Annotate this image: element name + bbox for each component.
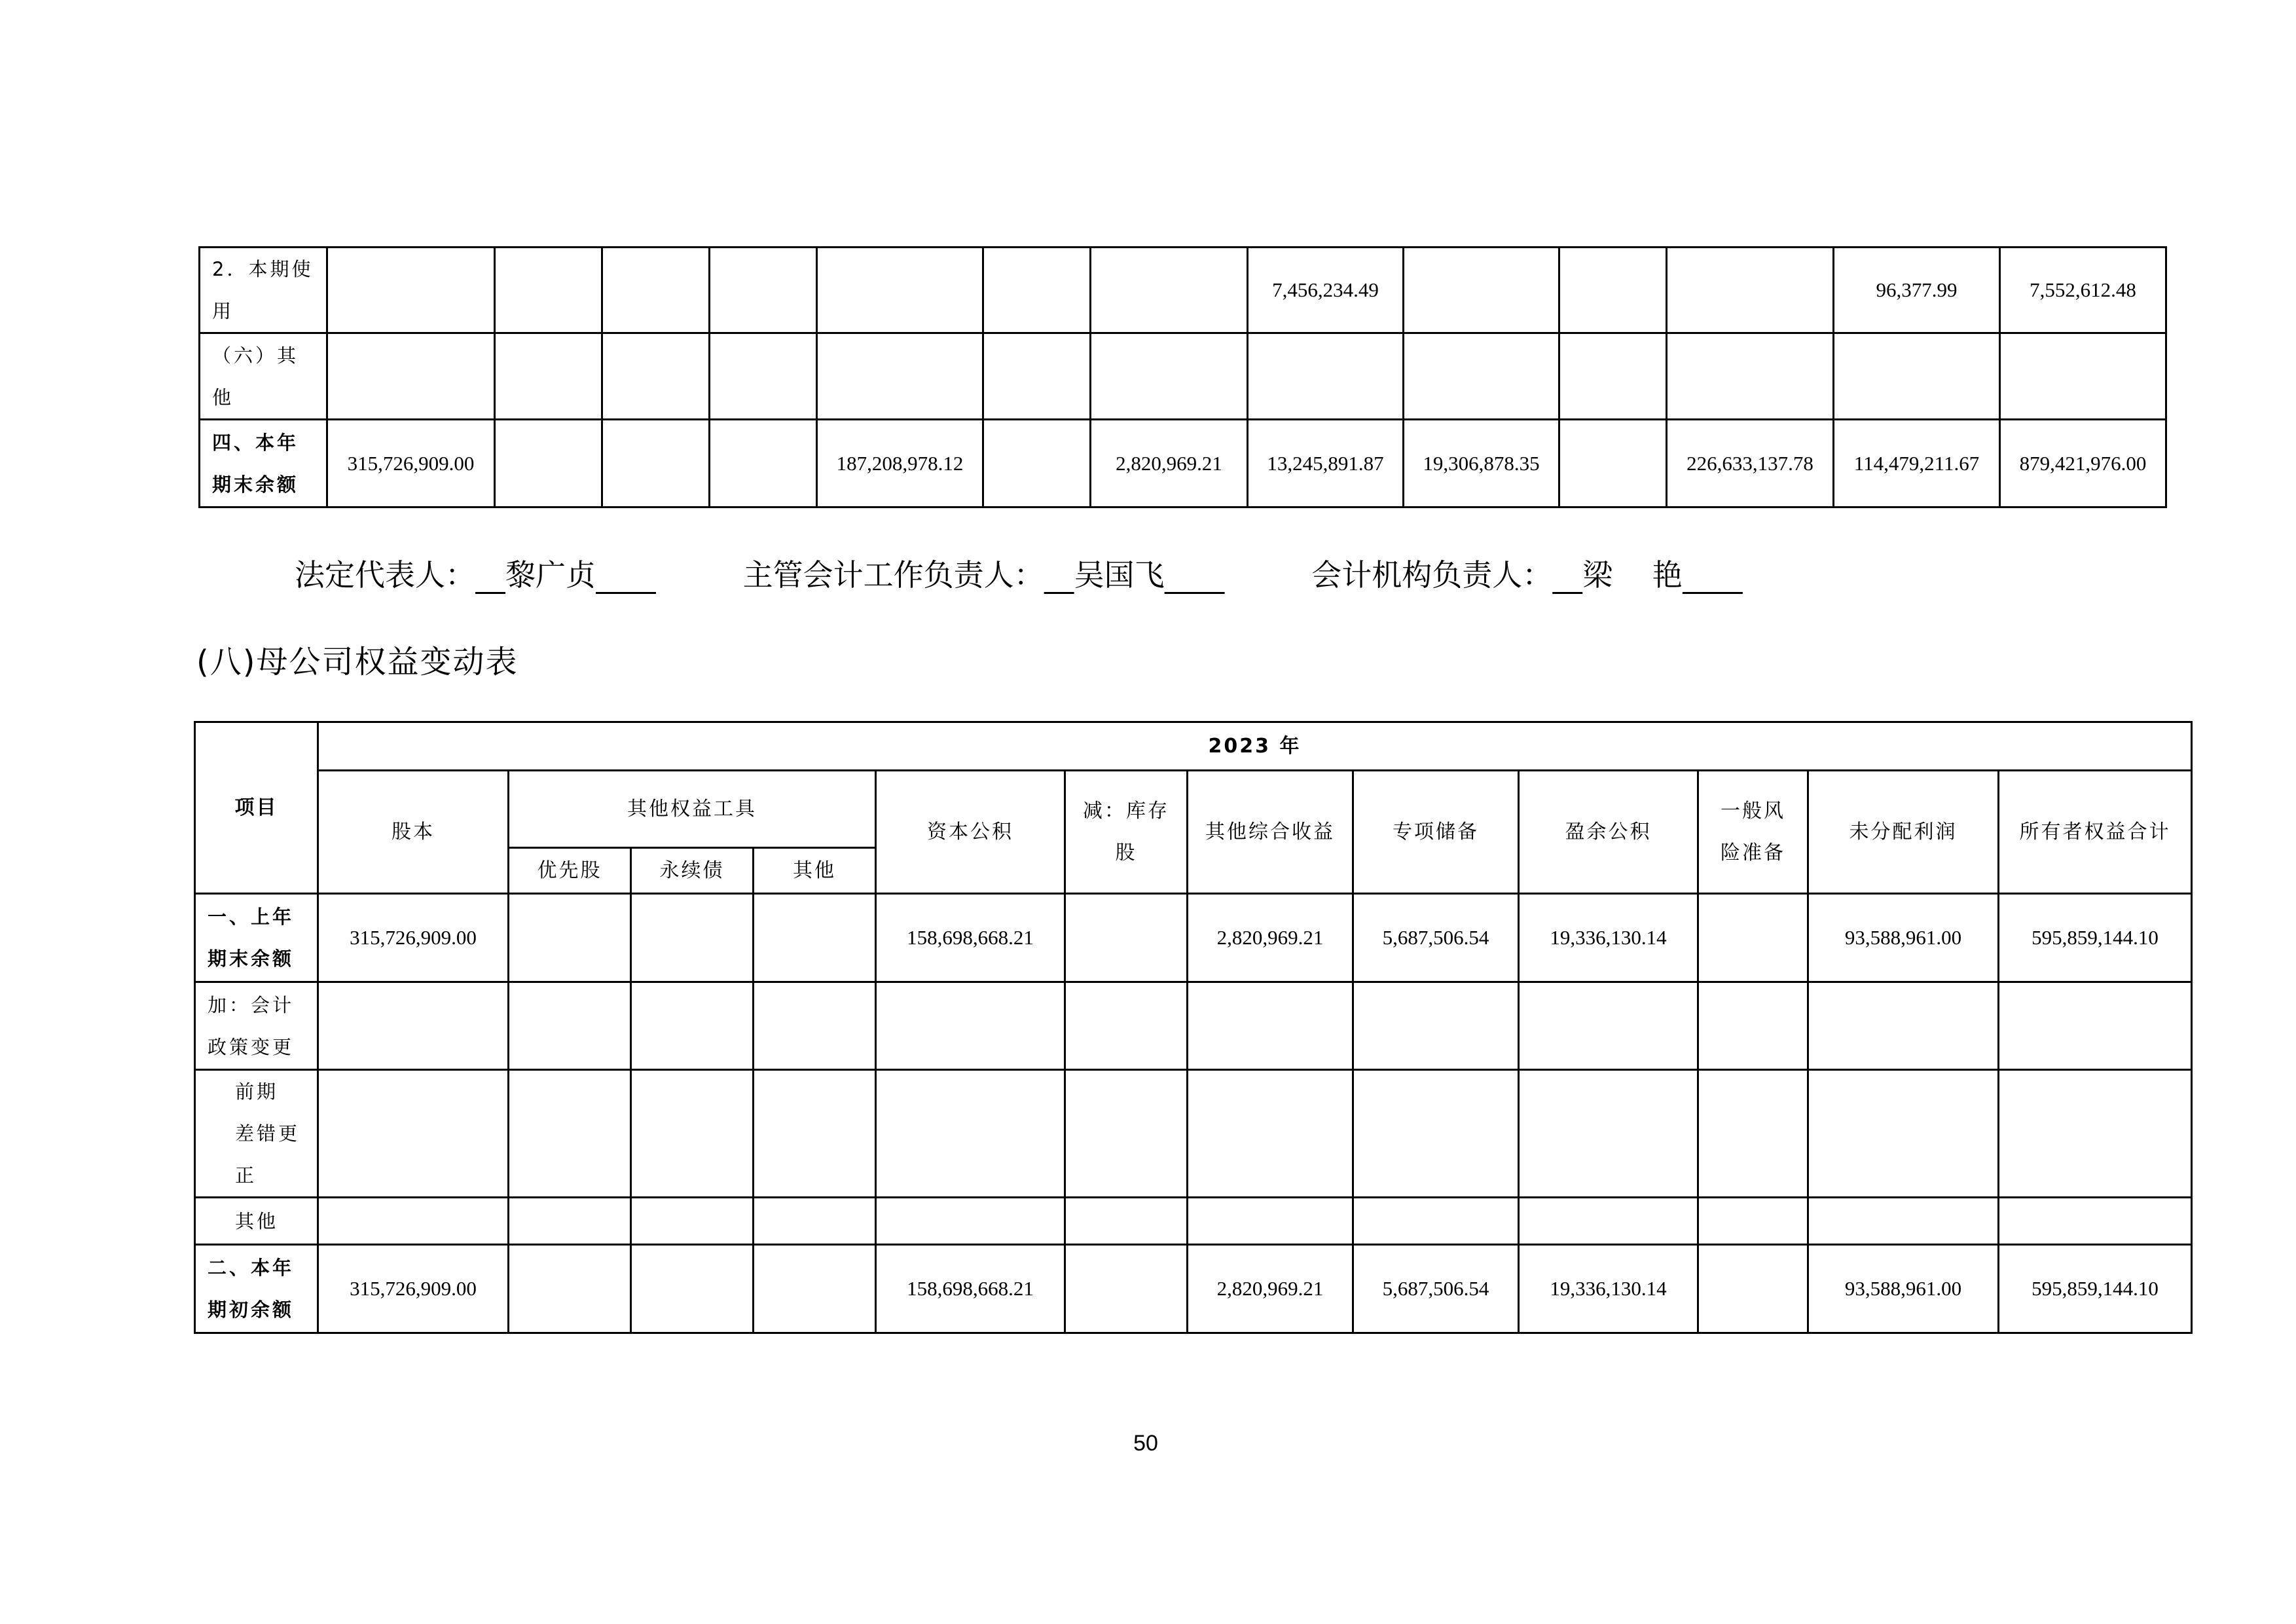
table-cell [2000,333,2166,420]
accounting-org-head [1311,551,1743,595]
table-cell [509,1245,631,1333]
table-cell [509,1198,631,1245]
legal-rep-label: 法定代表人： [295,557,475,593]
table-cell [495,248,602,333]
table-cell [495,420,602,507]
table-cell [710,420,817,507]
table-cell: 595,859,144.10 [1999,1245,2192,1333]
table-cell [318,1070,509,1198]
table-cell [1188,1198,1353,1245]
table-cell [1188,982,1353,1070]
table-cell [1834,333,2000,420]
table-cell [817,333,983,420]
table-cell [1667,333,1834,420]
table-cell [1065,1070,1188,1198]
table-row [200,333,2166,420]
table-cell: 19,306,878.35 [1404,420,1559,507]
page-number: 50 [1133,1431,1158,1456]
table-row [195,722,2192,771]
table-cell: 93,588,961.00 [1808,1245,1999,1333]
table-row [195,982,2192,1070]
section-title: (八)母公司权益变动表 [196,644,519,680]
table-cell [1065,1198,1188,1245]
table-cell [1519,1070,1698,1198]
table-row [195,1245,2192,1333]
table-cell [1667,248,1834,333]
accounting-head-name: 吴国飞 [1074,557,1165,593]
table-cell [318,1198,509,1245]
table-cell [1519,1198,1698,1245]
table-cell: 5,687,506.54 [1353,894,1519,982]
table-cell: 315,726,909.00 [318,1245,509,1333]
table-cell: 13,245,891.87 [1248,420,1404,507]
table-cell: 114,479,211.67 [1834,420,2000,507]
table-cell [1065,982,1188,1070]
table-cell [1808,1198,1999,1245]
table-cell [631,982,754,1070]
table-cell: 7,456,234.49 [1248,248,1404,333]
table-cell: 96,377.99 [1834,248,2000,333]
table-cell [1188,1070,1353,1198]
table-cell [1353,1198,1519,1245]
table-row [200,420,2166,507]
table-cell [509,894,631,982]
table-cell: 19,336,130.14 [1519,1245,1698,1333]
row-label: 四、本年 期末余额 [200,420,327,507]
table-cell: 19,336,130.14 [1519,894,1698,982]
table-cell [876,1198,1065,1245]
table-cell [1404,248,1559,333]
table-cell [710,248,817,333]
table-cell [1065,894,1188,982]
table-cell [1698,1070,1808,1198]
table-cell [754,1245,876,1333]
table-cell [327,333,495,420]
legal-rep-name-underline [475,551,656,595]
table-cell: 187,208,978.12 [817,420,983,507]
table-cell [1698,894,1808,982]
table-cell [1698,982,1808,1070]
year-header: 2023 年 [318,722,2192,771]
table-cell [876,982,1065,1070]
table-cell [1808,1070,1999,1198]
surplus-reserve-header: 盈余公积 [1519,771,1698,894]
accounting-org-name-underline [1552,551,1743,595]
row-label: 加：会计 政策变更 [195,982,318,1070]
table-row [195,1198,2192,1245]
row-label: （六）其 他 [200,333,327,420]
top-equity-table [198,246,2167,508]
table-row [195,1070,2192,1198]
accounting-org-label: 会计机构负责人： [1311,557,1553,593]
capital-reserve-header: 资本公积 [876,771,1065,894]
table-cell [1248,333,1404,420]
table-cell: 879,421,976.00 [2000,420,2166,507]
table-cell [754,1198,876,1245]
table-cell [631,1070,754,1198]
parent-equity-table [194,721,2193,1334]
table-cell [327,248,495,333]
table-cell [754,1070,876,1198]
table-cell [1404,333,1559,420]
table-cell [1559,333,1667,420]
table-cell [631,894,754,982]
table-cell [983,420,1091,507]
retained-earnings-header: 未分配利润 [1808,771,1999,894]
table-cell [1065,1245,1188,1333]
table-cell [1091,333,1248,420]
special-reserve-header: 专项储备 [1353,771,1519,894]
item-header: 项目 [195,722,318,894]
row-label: 一、上年 期末余额 [195,894,318,982]
treasury-stock-header: 减：库存 股 [1065,771,1188,894]
table-cell [817,248,983,333]
table-cell [1999,1198,2192,1245]
table-cell [1698,1198,1808,1245]
table-cell [318,982,509,1070]
other-equity-instruments-header: 其他权益工具 [509,771,876,848]
table-cell [509,1070,631,1198]
table-cell: 158,698,668.21 [876,894,1065,982]
other-header: 其他 [754,848,876,894]
table-cell: 2,820,969.21 [1188,894,1353,982]
legal-rep-name: 黎广贞 [505,557,596,593]
table-cell [1559,248,1667,333]
table-row [195,894,2192,982]
table-cell [495,333,602,420]
table-cell: 2,820,969.21 [1188,1245,1353,1333]
signature-line [295,551,1820,595]
table-cell: 93,588,961.00 [1808,894,1999,982]
table-cell [1559,420,1667,507]
table-cell [983,333,1091,420]
share-capital-header: 股本 [318,771,509,894]
legal-representative [295,551,656,595]
accounting-head-name-underline [1044,551,1225,595]
table-cell [754,894,876,982]
table-cell: 315,726,909.00 [318,894,509,982]
accounting-head [743,551,1225,595]
general-risk-header: 一般风 险准备 [1698,771,1808,894]
preferred-header: 优先股 [509,848,631,894]
table-cell [602,248,710,333]
oci-header: 其他综合收益 [1188,771,1353,894]
table-cell: 5,687,506.54 [1353,1245,1519,1333]
table-cell: 315,726,909.00 [327,420,495,507]
table-cell [1519,982,1698,1070]
row-label: 二、本年 期初余额 [195,1245,318,1333]
table-cell [631,1245,754,1333]
table-row [200,248,2166,333]
table-cell [509,982,631,1070]
table-cell: 226,633,137.78 [1667,420,1834,507]
table-cell [1999,982,2192,1070]
table-cell [1091,248,1248,333]
row-label: 2．本期使 用 [200,248,327,333]
row-label: 其他 [195,1198,318,1245]
perpetual-header: 永续债 [631,848,754,894]
accounting-head-label: 主管会计工作负责人： [742,557,1044,593]
table-cell [1808,982,1999,1070]
row-label: 前期 差错更正 [195,1070,318,1198]
table-cell: 595,859,144.10 [1999,894,2192,982]
table-cell [602,333,710,420]
table-cell [1353,982,1519,1070]
table-row [195,771,2192,848]
table-cell: 2,820,969.21 [1091,420,1248,507]
table-cell [983,248,1091,333]
total-equity-header: 所有者权益合计 [1999,771,2192,894]
table-cell [602,420,710,507]
table-cell [1353,1070,1519,1198]
table-cell [1698,1245,1808,1333]
table-cell: 158,698,668.21 [876,1245,1065,1333]
table-cell [1999,1070,2192,1198]
table-cell [710,333,817,420]
table-cell: 7,552,612.48 [2000,248,2166,333]
accounting-org-name: 梁 艳 [1582,557,1683,593]
table-cell [876,1070,1065,1198]
table-cell [754,982,876,1070]
table-cell [631,1198,754,1245]
